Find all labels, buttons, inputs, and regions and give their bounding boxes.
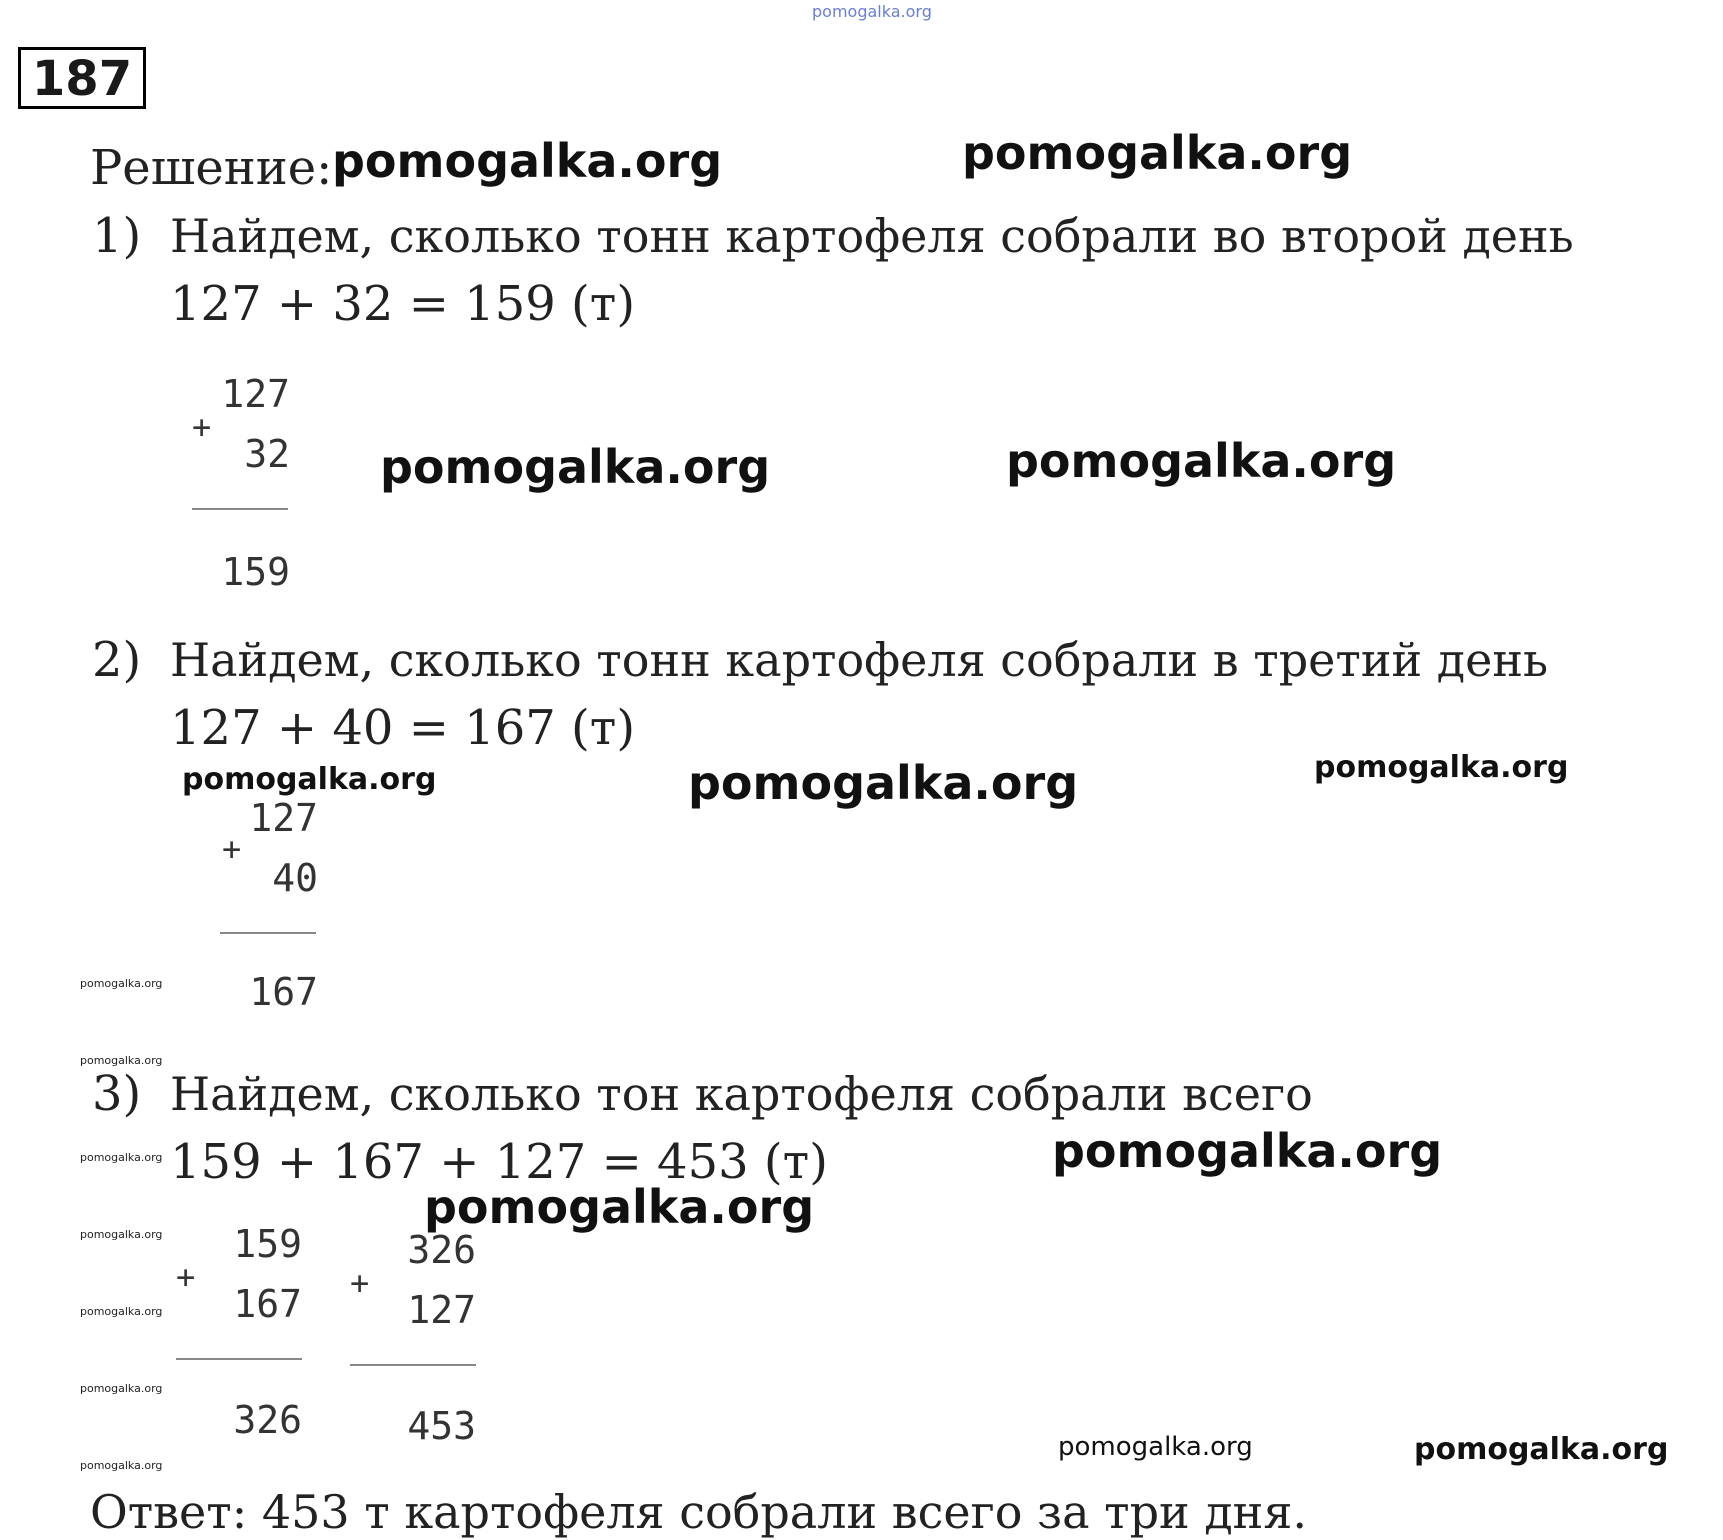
step-3-column-2-line <box>350 1364 476 1366</box>
watermark: pomogalka.org <box>380 440 771 494</box>
watermark-top: pomogalka.org <box>812 2 932 21</box>
step-3-label: 3) <box>92 1066 142 1122</box>
step-2-column-b: 40 <box>272 856 318 900</box>
watermark-small: pomogalka.org <box>80 977 163 990</box>
step-2-column-line <box>220 932 316 934</box>
step-2-column-sign: + <box>222 830 242 868</box>
watermark: pomogalka.org <box>1052 1124 1443 1178</box>
task-number: 187 <box>18 47 146 109</box>
step-1-column-a: 127 <box>221 372 290 416</box>
step-1-text: Найдем, сколько тонн картофеля собрали во второй день <box>170 209 1574 263</box>
step-1-column-line <box>192 508 288 510</box>
watermark-small: pomogalka.org <box>80 1054 163 1067</box>
step-1-label: 1) <box>92 208 142 264</box>
step-3-column-2-b: 127 <box>407 1288 476 1332</box>
watermark: pomogalka.org <box>688 756 1079 810</box>
step-3-column-1-b: 167 <box>233 1282 302 1326</box>
watermark: pomogalka.org <box>1314 750 1569 785</box>
step-2-column-result: 167 <box>249 970 318 1014</box>
watermark-small: pomogalka.org <box>80 1151 163 1164</box>
watermark: pomogalka.org <box>182 762 437 797</box>
step-3-equation: 159 + 167 + 127 = 453 (т) <box>170 1134 828 1190</box>
step-3-column-1-a: 159 <box>233 1222 302 1266</box>
step-2-text: Найдем, сколько тонн картофеля собрали в третий день <box>170 633 1549 687</box>
step-1-column-b: 32 <box>244 432 290 476</box>
step-2-equation: 127 + 40 = 167 (т) <box>170 700 636 756</box>
step-2-label: 2) <box>92 632 142 688</box>
watermark-small: pomogalka.org <box>80 1459 163 1472</box>
step-3-column-1-result: 326 <box>233 1398 302 1442</box>
watermark: pomogalka.org <box>332 134 723 188</box>
watermark-small: pomogalka.org <box>80 1228 163 1241</box>
watermark: pomogalka.org <box>424 1180 815 1234</box>
watermark-small: pomogalka.org <box>80 1382 163 1395</box>
solution-label: Решение: <box>90 140 333 196</box>
step-3-column-2-a: 326 <box>407 1228 476 1272</box>
step-1-equation: 127 + 32 = 159 (т) <box>170 276 636 332</box>
watermark: pomogalka.org <box>962 126 1353 180</box>
step-2-column-a: 127 <box>249 796 318 840</box>
step-1-column-result: 159 <box>221 550 290 594</box>
step-1-column-sign: + <box>192 408 212 446</box>
answer: Ответ: 453 т картофеля собрали всего за три дня. <box>90 1485 1307 1539</box>
step-3-text: Найдем, сколько тон картофеля собрали всего <box>170 1067 1313 1121</box>
step-3-column-1-line <box>176 1358 302 1360</box>
watermark-small: pomogalka.org <box>80 1305 163 1318</box>
step-3-column-2-result: 453 <box>407 1404 476 1448</box>
watermark: pomogalka.org <box>1006 434 1397 488</box>
watermark: pomogalka.org <box>1414 1432 1669 1467</box>
watermark: pomogalka.org <box>1058 1432 1253 1462</box>
step-3-column-1-sign: + <box>176 1258 196 1296</box>
step-3-column-2-sign: + <box>350 1264 370 1302</box>
